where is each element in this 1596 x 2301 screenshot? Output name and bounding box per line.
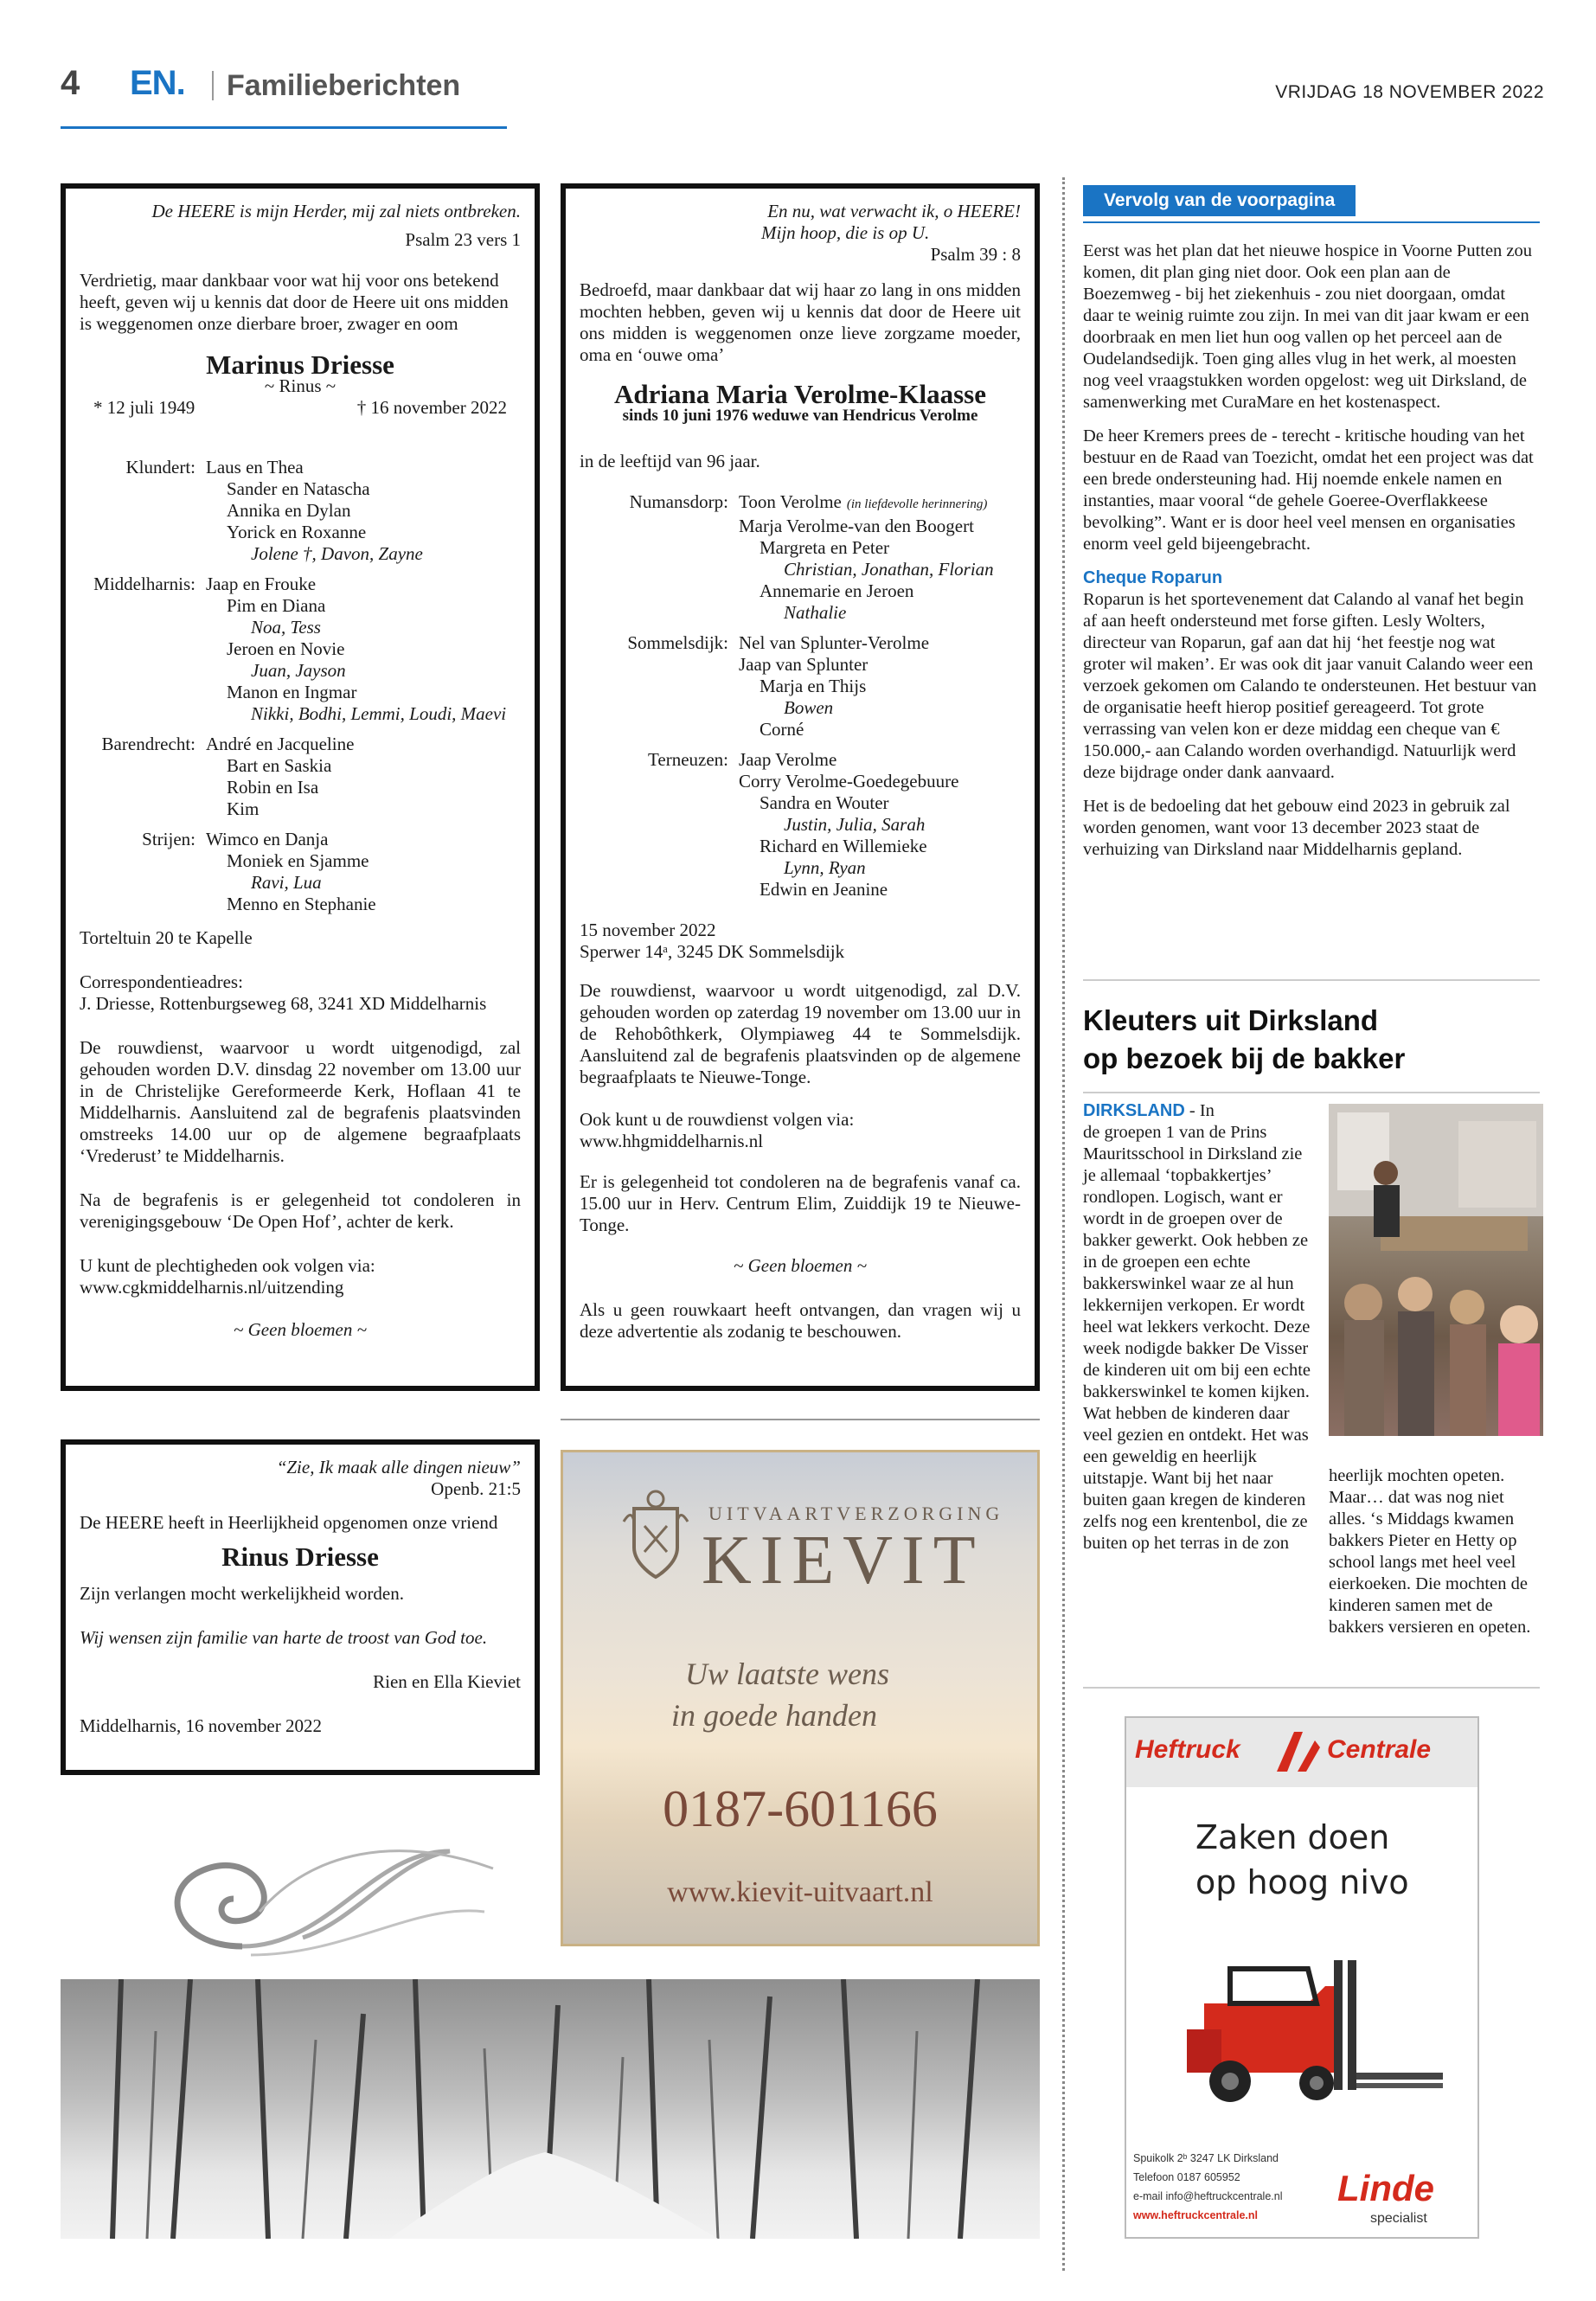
decorative-swirl-ornament [138,1817,502,1964]
continued-tag: Vervolg van de voorpagina [1083,185,1356,216]
family-member [739,632,929,654]
family-member [739,749,958,771]
notice-quote: “Zie, Ik maak alle dingen nieuw” [276,1457,521,1477]
ad-slogan-line2: op hoog nivo [1195,1863,1409,1901]
family-member [206,872,376,894]
ad-phone: Telefoon 0187 605952 [1133,2171,1240,2183]
family-member [739,792,958,814]
death-notice-marinus-driesse [61,183,540,1391]
family-member-name: Corry Verolme-Goedegebuure [739,771,959,792]
forklift-icon [1170,1952,1446,2107]
headline-line2: op bezoek bij de bakker [1083,1042,1406,1074]
family-members [206,457,423,565]
section-rule [561,1419,1040,1420]
family-member-name: Jolene †, Davon, Zayne [251,543,423,564]
family-member [739,719,929,740]
family-member-name: Jaap van Splunter [739,654,869,675]
family-member-name: Annika en Dylan [227,500,351,521]
family-member [206,457,423,478]
family-member [739,879,958,901]
family-member-name: Margreta en Peter [760,537,890,558]
ad-url[interactable]: www.heftruckcentrale.nl [1133,2209,1259,2221]
notice-date: 15 november 2022 [580,920,716,940]
family-member-name: Annemarie en Jeroen [760,580,914,601]
article-paragraph: Roparun is het sportevenement dat Calando al vanaf het begin af aan heeft ondersteund met forse giften. Lesly Wolters, directeur van Roparun, gaf aan dat hij ‘het feestje nog wat groter wil maken’. Er was ook dit jaar vanuit Calando weer een verzoek gekomen om Calando te ondersteunen. Het bestuur van de organisatie heeft hierop positief gereageerd. Tot grote verrassing van velen kon er deze middag een cheque van € 150.000,- aan Calando worden overhandigd. Natuurlijk werd deze bijdrage onder dank aanvaard. [1083,590,1537,782]
bakery-visit-photo [1329,1104,1543,1436]
family-member-name: Nel van Splunter-Verolme [739,632,930,653]
article-dateline: DIRKSLAND [1083,1101,1185,1120]
ad-slogan-line2: in goede handen [671,1698,877,1733]
family-member-name: Manon en Ingmar [227,682,357,702]
ad-address: Spuikolk 2ᵇ 3247 LK Dirksland [1133,2152,1279,2164]
notice-intro: De HEERE heeft in Heerlijkheid opgenomen onze vriend [80,1512,498,1533]
family-member-name: Richard en Willemieke [760,836,927,856]
ad-slogan-line1: Uw laatste wens [684,1657,889,1691]
ad-brand: KIEVIT [702,1522,984,1599]
family-member-name: Marja en Thijs [760,676,867,696]
family-member-name: Robin en Isa [227,777,319,798]
family-member-name: Marja Verolme-van den Boogert [739,516,974,536]
family-member-name: Wimco en Danja [206,829,329,849]
hc-logo-icon [1272,1728,1322,1775]
article-rule [1083,979,1540,981]
notice-signature: Rien en Ella Kieviet [373,1671,521,1692]
livestream-url: www.cgkmiddelharnis.nl/uitzending [80,1277,344,1298]
article-body-right: heerlijk mochten opeten. Maar… dat was nog niet alles. ‘s Middags kwamen bakkers Pieter en Hetty op school langs met heel veel eierkoeken. Die mochten de kinderen samen met de bakkers versieren en opeten. [1329,1466,1531,1637]
ad-brand-part2: Centrale [1327,1735,1432,1764]
family-member-name: Justin, Julia, Sarah [784,814,926,835]
issue-date: VRIJDAG 18 NOVEMBER 2022 [1275,82,1544,102]
family-member-name: André en Jacqueline [206,734,355,754]
death-date: † 16 november 2022 [356,397,507,418]
family-member [206,500,423,522]
dateline-dash: - In [1184,1101,1215,1120]
family-member-name: Jaap Verolme [739,749,837,770]
family-member [206,478,423,500]
notice-quote-line2: Mijn hoop, die is op U. [761,222,930,243]
family-member-name: Juan, Jayson [251,660,346,681]
family-member [739,771,958,792]
family-member [206,522,423,543]
family-member-name: Jaap en Frouke [206,574,317,594]
family-member [206,660,506,682]
family-member [206,829,376,850]
family-member-name: Pim en Diana [227,595,326,616]
article-left-column [1083,1100,1317,1554]
family-member-name: Yorick en Roxanne [227,522,367,542]
ad-phone: 0187-601166 [663,1780,938,1837]
family-member [206,755,354,777]
family-address: Sperwer 14ᵃ, 3245 DK Sommelsdijk [580,941,845,962]
no-flowers: ~ Geen bloemen ~ [234,1319,367,1340]
family-member-name: Laus en Thea [206,457,304,478]
family-member [739,814,958,836]
family-member-name: Moniek en Sjamme [227,850,369,871]
family-member [739,697,929,719]
family-member-name: Corné [760,719,804,740]
family-list [580,491,1021,901]
widow-line: sinds 10 juni 1976 weduwe van Hendricus Verolme [622,407,978,425]
life-dates [80,397,521,419]
deceased-name: Rinus Driesse [221,1541,379,1572]
family-member-note: (in liefdevolle herinnering) [846,497,988,511]
family-member-name: Nikki, Bodhi, Lemmi, Loudi, Maevi [251,703,507,724]
ad-pre-title: UITVAARTVERZORGING [708,1503,1004,1524]
condolence-info: Na de begrafenis is er gelegenheid tot condoleren in verenigingsgebouw ‘De Open Hof’, achter de kerk. [80,1189,521,1232]
family-member-name: Bart en Saskia [227,755,332,776]
family-member-name: Jeroen en Novie [227,638,345,659]
family-members [739,632,929,740]
family-group [80,734,521,820]
article-rule [1083,1687,1540,1689]
family-place: Terneuzen: [648,749,728,770]
article-body-left: de groepen 1 van de Prins Mauritsschool in Dirksland zie je allemaal ‘topbakkertjes’ rondlopen. Logisch, want er wordt in de groepen over de bakker gewerkt. Ook hebben ze in de groepen een echte bakkerswinkel waar ze al hun lekkernijen verkopen. Er wordt heel wat lekkers verkocht. Deze week nodigde bakker De Visser de kinderen uit om bij een echte bakkerswinkel te komen kijken. Wat hebben de kinderen daar veel gezien en ontdekt. Het was een geweldig en heerlijk uitstapje. Want bij het naar buiten gaan kregen de kinderen zelfs nog een krentenbol, die ze buiten op het terras in de zon [1083,1123,1311,1553]
home-address: Torteltuin 20 te Kapelle [80,927,253,948]
family-members [739,749,958,901]
header-separator [212,71,214,100]
linde-specialist: specialist [1370,2211,1427,2226]
family-place: Middelharnis: [93,574,195,594]
family-member-name: Noa, Tess [251,617,321,638]
ad-slogan-line1: Zaken doen [1195,1818,1390,1856]
notice-quote: De HEERE is mijn Herder, mij zal niets ontbreken. [151,201,521,221]
family-member [206,595,506,617]
heftruck-centrale-ad[interactable] [1125,1716,1479,2239]
family-member [739,516,994,537]
family-member [206,617,506,638]
notice-wish: Wij wensen zijn familie van harte de troost van God toe. [80,1627,488,1648]
headline-line1: Kleuters uit Dirksland [1083,1004,1379,1036]
headline-rule [1083,1092,1540,1093]
family-member [739,491,994,516]
family-member [206,703,506,725]
age-line: in de leeftijd van 96 jaar. [580,451,760,471]
no-flowers: ~ Geen bloemen ~ [734,1255,867,1276]
family-member [206,543,423,565]
family-member [739,559,994,580]
linde-logo: Linde [1337,2168,1434,2208]
family-place: Barendrecht: [101,734,195,754]
family-members [206,734,354,820]
family-group [80,829,521,915]
section-title: Familieberichten [227,69,461,102]
family-member [739,580,994,602]
no-card-note: Als u geen rouwkaart heeft ontvangen, dan vragen wij u deze advertentie als zodanig te beschouwen. [580,1299,1021,1342]
family-member [206,574,506,595]
bakery-photo-illustration [1329,1104,1543,1436]
article-headline [1083,1002,1540,1078]
family-member [739,676,929,697]
ad-email: e-mail info@heftruckcentrale.nl [1133,2190,1283,2202]
notice-line: Zijn verlangen mocht werkelijkheid worden. [80,1583,404,1604]
family-member [739,857,958,879]
newspaper-logo: EN. [130,64,185,102]
family-place: Strijen: [142,829,195,849]
misty-forest-image [61,1979,1040,2239]
family-place: Sommelsdijk: [627,632,728,653]
notice-intro: Bedroefd, maar dankbaar dat wij haar zo lang in ons midden mochten hebben, geven wij u kennis dat door de Heere uit ons midden is weggenomen onze lieve zorgzame moeder, oma en ‘ouwe oma’ [580,279,1021,365]
funeral-service-info: De rouwdienst, waarvoor u wordt uitgenodigd, zal gehouden worden D.V. dinsdag 22 november om 13.00 uur in de Christelijke Gereformeerde Kerk, Hoflaan 41 te Middelharnis. Aansluitend zal de begrafenis plaatsvinden omstreeks 14.00 uur op de algemene begraafplaats ‘Vrederust’ te Middelharnis. [80,1037,521,1166]
family-member-name: Ravi, Lua [251,872,322,893]
article-paragraph: De heer Kremers prees de - terecht - kritische houding van het bestuur en de Raad van Toezicht, omdat het een project was dat een brede ondersteuning had. Hij noemde enkele namen en instanties, maar vooral “de gehele Goeree-Overflakkeese bevolking”. Want er is door heel veel mensen en organisaties enorm veel geld bijeengebracht. [1083,426,1534,554]
birth-date: * 12 juli 1949 [93,397,195,418]
column-divider [1062,177,1065,2271]
family-group [580,632,1021,740]
family-member-name: Menno en Stephanie [227,894,376,914]
family-member [206,734,354,755]
family-member-name: Toon Verolme [739,491,842,512]
family-group [80,457,521,565]
livestream-label: Ook kunt u de rouwdienst volgen via: [580,1109,855,1130]
kievit-funeral-ad[interactable] [561,1450,1040,1946]
deceased-nickname: ~ Rinus ~ [264,375,337,396]
family-member [206,850,376,872]
ad-slogan [563,1653,1037,1736]
tag-rule [1083,221,1540,223]
article-paragraph: Eerst was het plan dat het nieuwe hospice in Voorne Putten zou komen, dit plan ging niet door. Ook een plan aan de Boezemweg - bij het ziekenhuis - zou niet doorgaan, omdat daar te weinig ruimte zou zijn. In mei van dit jaar kwam er een doorbraak en men liet hun oog vallen op het perceel aan de Oudelandsedijk. Toen ging alles vlug in het werk, al moesten nog veel vraagstukken worden opgelost: weg uit Dirksland, de samenwerking met CuraMare en het kostenaspect. [1083,241,1533,412]
family-member [206,638,506,660]
deceased-name: Marinus Driesse [206,349,394,380]
family-group [580,749,1021,901]
notice-quote-ref: Psalm 39 : 8 [930,244,1021,265]
funeral-service-info: De rouwdienst, waarvoor u wordt uitgenodigd, zal D.V. gehouden worden op zaterdag 19 november om 13.00 uur in de Rehobôthkerk, Olympiaweg 44 te Sommelsdijk. Aansluitend zal de begrafenis plaatsvinden op de algemene begraafplaats te Nieuwe-Tonge. [580,980,1021,1087]
family-list [80,457,521,915]
family-member-name: Kim [227,798,260,819]
article-subheading: Cheque Roparun [1083,568,1223,587]
family-members [739,491,994,624]
family-group [80,574,521,725]
coat-of-arms-icon [617,1487,695,1582]
family-member-name: Edwin en Jeanine [760,879,888,900]
page-number: 4 [61,64,80,102]
condolence-notice-rinus-driesse [61,1439,540,1775]
family-member [739,654,929,676]
family-place: Klundert: [125,457,195,478]
notice-quote-line1: En nu, wat verwacht ik, o HEERE! [767,201,1021,221]
hospice-article [1083,240,1540,873]
notice-quote-ref: Openb. 21:5 [431,1478,521,1499]
family-member-name: Sandra en Wouter [760,792,889,813]
livestream-url: www.hhgmiddelharnis.nl [580,1131,764,1151]
family-member-name: Nathalie [784,602,847,623]
family-member-name: Sander en Natascha [227,478,370,499]
article-paragraph: Het is de bedoeling dat het gebouw eind 2023 in gebruik zal worden genomen, want voor 13 december 2023 staat de verhuizing van Dirksland naar Middelharnis gepland. [1083,797,1510,859]
family-group [580,491,1021,624]
family-member [739,602,994,624]
family-place: Numansdorp: [629,491,728,512]
ad-brand-part1: Heftruck [1135,1735,1240,1764]
family-member [206,894,376,915]
death-notice-adriana-verolme [561,183,1040,1391]
family-members [206,574,506,725]
notice-quote-ref: Psalm 23 vers 1 [405,229,521,250]
family-member-name: Bowen [784,697,834,718]
family-member [206,777,354,798]
correspondence-label: Correspondentieadres: [80,971,243,992]
family-member [739,836,958,857]
correspondence-address: J. Driesse, Rottenburgseweg 68, 3241 XD Middelharnis [80,993,487,1014]
deceased-name: Adriana Maria Verolme-Klaasse [614,379,986,409]
family-member [206,798,354,820]
family-member [206,682,506,703]
family-member-name: Lynn, Ryan [784,857,866,878]
forest-trees [61,1979,1040,2239]
notice-intro: Verdrietig, maar dankbaar voor wat hij voor ons betekend heeft, geven wij u kennis dat door de Heere uit ons midden is weggenomen onze dierbare broer, zwager en oom [80,270,509,334]
family-members [206,829,376,915]
family-member-name: Christian, Jonathan, Florian [784,559,994,580]
header-rule [61,126,507,129]
notice-place-date: Middelharnis, 16 november 2022 [80,1715,322,1736]
ad-url[interactable]: www.kievit-uitvaart.nl [667,1876,933,1908]
family-member [739,537,994,559]
livestream-label: U kunt de plechtigheden ook volgen via: [80,1255,375,1276]
ad-contact [1133,2149,1283,2225]
condolence-info: Er is gelegenheid tot condoleren na de begrafenis vanaf ca. 15.00 uur in Herv. Centrum Elim, Zuiddijk 19 te Nieuwe-Tonge. [580,1171,1021,1235]
ad-slogan [1195,1815,1409,1905]
